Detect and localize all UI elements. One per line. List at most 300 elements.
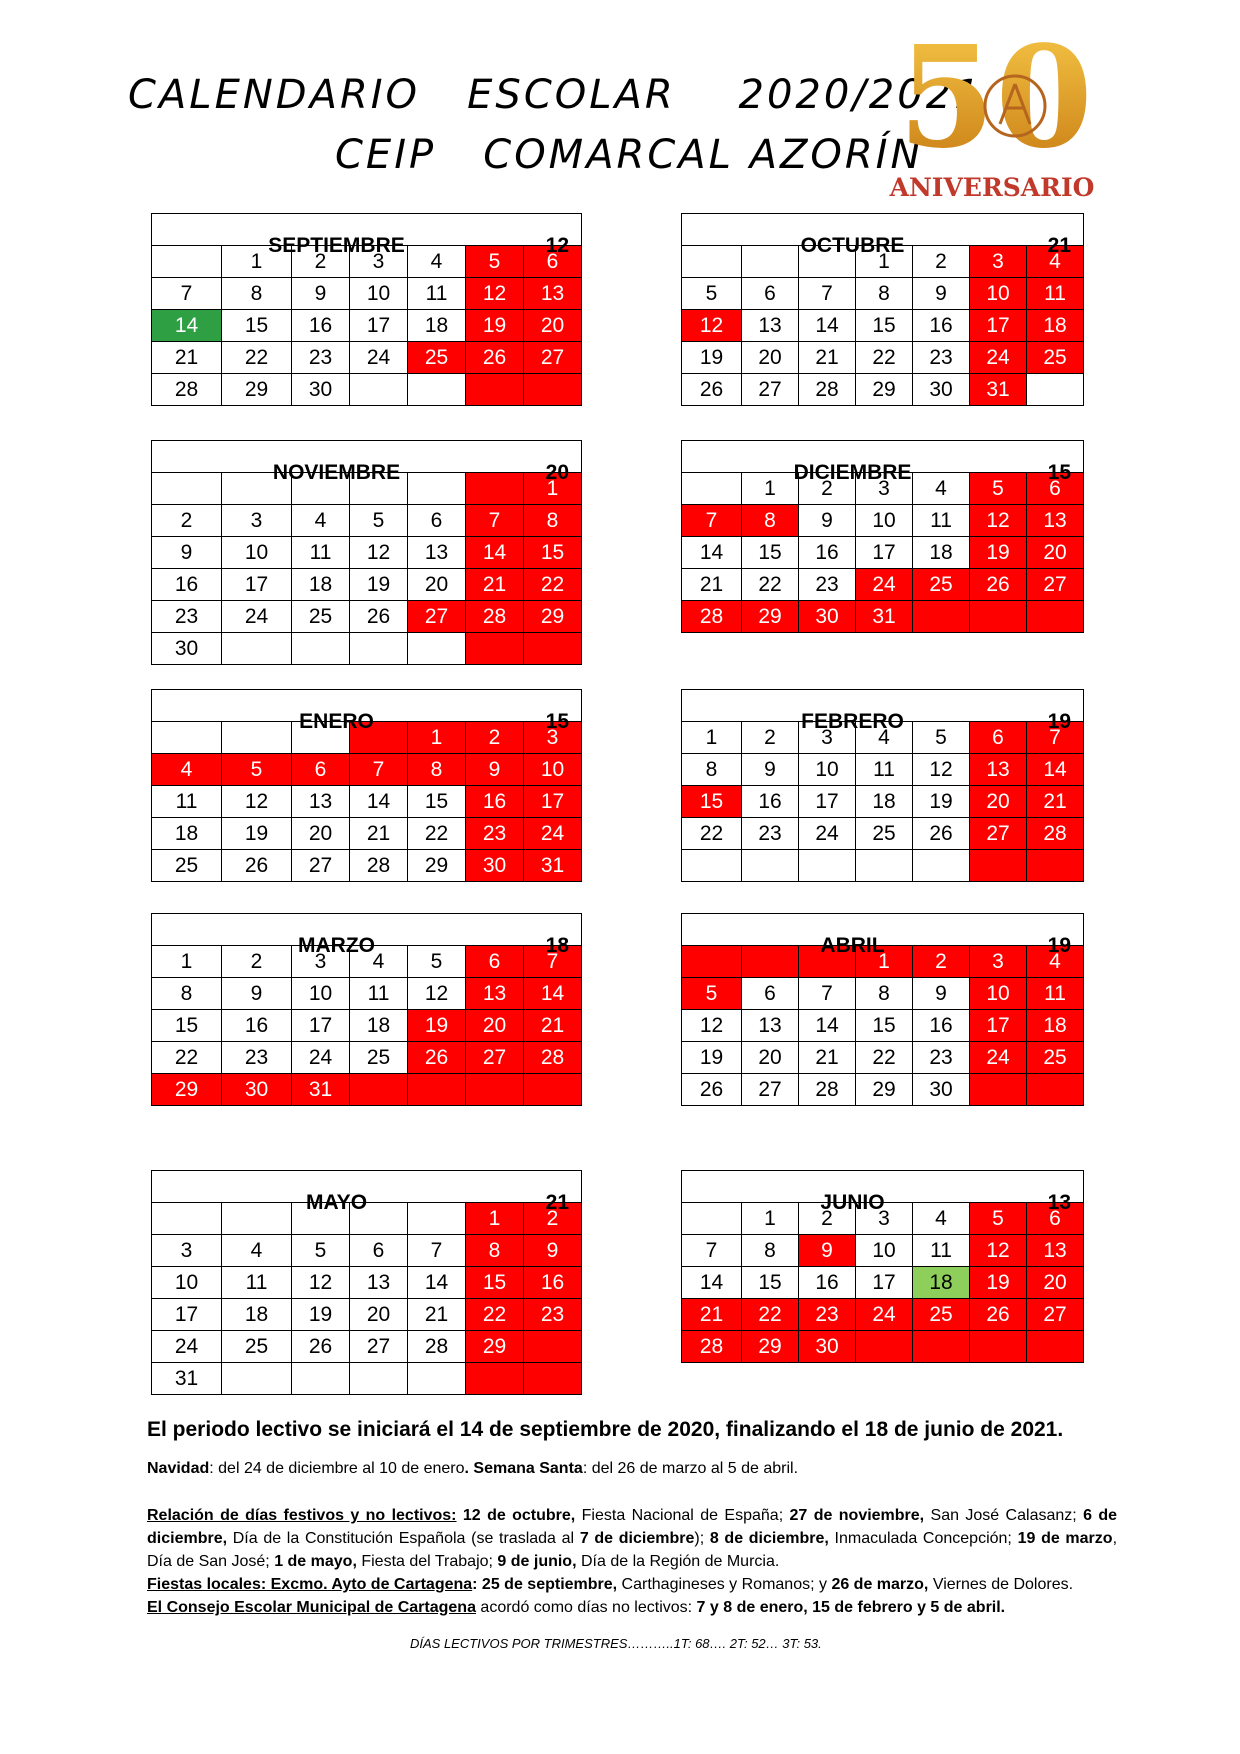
day-cell: 18	[913, 537, 970, 569]
day-cell: 6	[970, 722, 1027, 754]
day-cell: 5	[970, 473, 1027, 505]
day-cell: 5	[682, 978, 742, 1010]
day-cell: 4	[1027, 246, 1084, 278]
week-row	[152, 818, 582, 850]
anniversary-logo	[880, 28, 1105, 206]
day-cell: 1	[152, 946, 222, 978]
month-name: ENERO	[299, 709, 374, 733]
day-cell: 21	[350, 818, 408, 850]
day-cell: 23	[913, 342, 970, 374]
day-cell: 11	[292, 537, 350, 569]
day-cell: 3	[970, 946, 1027, 978]
day-cell: 8	[682, 754, 742, 786]
week-row	[152, 1363, 582, 1395]
month-header	[682, 914, 1084, 957]
day-cell: 10	[350, 278, 408, 310]
day-cell: 22	[408, 818, 466, 850]
holidays-summary: Navidad: del 24 de diciembre al 10 de enero. Semana Santa: del 26 de marzo al 5 de abril.	[147, 1460, 799, 1477]
week-row	[682, 818, 1084, 850]
month-name: DICIEMBRE	[793, 460, 912, 484]
week-row	[682, 978, 1084, 1010]
day-cell: 19	[970, 537, 1027, 569]
month-header	[152, 690, 582, 733]
month-name: JUNIO	[820, 1190, 885, 1214]
day-cell	[799, 850, 856, 882]
day-cell: 1	[466, 1203, 524, 1235]
day-cell: 16	[799, 1267, 856, 1299]
day-cell: 5	[408, 946, 466, 978]
week-row	[152, 601, 582, 633]
day-cell	[524, 1363, 582, 1395]
week-row	[152, 505, 582, 537]
day-cell: 21	[524, 1010, 582, 1042]
day-cell: 23	[799, 569, 856, 601]
day-cell: 30	[152, 633, 222, 665]
day-cell: 11	[350, 978, 408, 1010]
day-cell: 11	[856, 754, 913, 786]
day-cell	[913, 1331, 970, 1363]
day-cell: 28	[799, 374, 856, 406]
school-days-count: 13	[1047, 1190, 1071, 1214]
day-cell: 10	[970, 978, 1027, 1010]
day-cell: 8	[742, 1235, 799, 1267]
day-cell: 31	[856, 601, 913, 633]
day-cell: 22	[742, 1299, 799, 1331]
day-cell: 3	[350, 246, 408, 278]
day-cell: 5	[466, 246, 524, 278]
day-cell: 10	[222, 537, 292, 569]
day-cell: 6	[292, 754, 350, 786]
month-header	[682, 214, 1084, 257]
day-cell: 23	[742, 818, 799, 850]
day-cell: 29	[222, 374, 292, 406]
day-cell: 13	[1027, 505, 1084, 537]
day-cell: 1	[742, 473, 799, 505]
day-cell: 24	[799, 818, 856, 850]
day-cell: 19	[682, 1042, 742, 1074]
day-cell: 23	[152, 601, 222, 633]
day-cell: 8	[408, 754, 466, 786]
day-cell: 7	[682, 1235, 742, 1267]
day-cell: 30	[222, 1074, 292, 1106]
calendar-septiembre	[151, 213, 582, 406]
day-cell: 30	[799, 1331, 856, 1363]
day-cell: 20	[1027, 537, 1084, 569]
day-cell: 20	[742, 342, 799, 374]
day-cell: 30	[913, 374, 970, 406]
day-cell: 14	[408, 1267, 466, 1299]
day-cell: 19	[292, 1299, 350, 1331]
month-header	[682, 441, 1084, 484]
day-cell: 7	[524, 946, 582, 978]
month-name: FEBRERO	[801, 709, 904, 733]
day-cell: 4	[856, 722, 913, 754]
month-header	[682, 690, 1084, 733]
day-cell: 12	[682, 1010, 742, 1042]
school-days-count: 21	[1047, 233, 1071, 257]
day-cell: 1	[856, 246, 913, 278]
day-cell	[408, 1363, 466, 1395]
day-cell: 22	[524, 569, 582, 601]
day-cell: 26	[970, 1299, 1027, 1331]
day-cell: 9	[152, 537, 222, 569]
month-name: OCTUBRE	[800, 233, 905, 257]
school-days-count: 19	[1047, 933, 1071, 957]
month-header	[152, 214, 582, 257]
day-cell: 20	[466, 1010, 524, 1042]
day-cell: 29	[466, 1331, 524, 1363]
day-cell	[970, 1074, 1027, 1106]
day-cell: 5	[970, 1203, 1027, 1235]
day-cell: 9	[524, 1235, 582, 1267]
day-cell: 13	[292, 786, 350, 818]
day-cell: 18	[1027, 310, 1084, 342]
day-cell: 1	[524, 473, 582, 505]
day-cell	[466, 633, 524, 665]
day-cell: 13	[408, 537, 466, 569]
day-cell: 11	[913, 505, 970, 537]
day-cell: 7	[799, 278, 856, 310]
day-cell: 18	[350, 1010, 408, 1042]
day-cell	[1027, 1331, 1084, 1363]
navidad-label: Navidad	[147, 1460, 210, 1477]
calendar-diciembre	[681, 440, 1084, 633]
day-cell: 25	[350, 1042, 408, 1074]
day-cell	[466, 1363, 524, 1395]
week-row	[682, 754, 1084, 786]
day-cell: 3	[856, 473, 913, 505]
day-cell: 9	[292, 278, 350, 310]
day-cell: 17	[152, 1299, 222, 1331]
day-cell: 26	[970, 569, 1027, 601]
day-cell: 14	[466, 537, 524, 569]
day-cell: 1	[222, 246, 292, 278]
day-cell: 17	[799, 786, 856, 818]
day-cell: 6	[350, 1235, 408, 1267]
week-row	[682, 569, 1084, 601]
day-cell: 2	[524, 1203, 582, 1235]
school-days-count: 19	[1047, 709, 1071, 733]
day-cell: 20	[350, 1299, 408, 1331]
day-cell: 30	[466, 850, 524, 882]
week-row	[152, 1010, 582, 1042]
day-cell: 11	[152, 786, 222, 818]
week-row	[682, 342, 1084, 374]
day-cell: 29	[742, 1331, 799, 1363]
week-row	[682, 505, 1084, 537]
day-cell: 18	[408, 310, 466, 342]
day-cell: 10	[970, 278, 1027, 310]
day-cell	[970, 850, 1027, 882]
day-cell: 23	[222, 1042, 292, 1074]
day-cell: 19	[466, 310, 524, 342]
calendar-junio	[681, 1170, 1084, 1363]
day-cell: 8	[222, 278, 292, 310]
day-cell	[350, 1074, 408, 1106]
day-cell: 18	[152, 818, 222, 850]
day-cell: 25	[856, 818, 913, 850]
day-cell: 7	[408, 1235, 466, 1267]
day-cell	[350, 374, 408, 406]
day-cell: 4	[222, 1235, 292, 1267]
day-cell: 24	[524, 818, 582, 850]
day-cell	[408, 374, 466, 406]
day-cell: 29	[742, 601, 799, 633]
day-cell: 17	[856, 1267, 913, 1299]
day-cell: 20	[970, 786, 1027, 818]
day-cell	[292, 1363, 350, 1395]
day-cell: 18	[1027, 1010, 1084, 1042]
day-cell: 4	[913, 1203, 970, 1235]
day-cell: 3	[799, 722, 856, 754]
day-cell: 2	[292, 246, 350, 278]
day-cell: 20	[408, 569, 466, 601]
day-cell: 10	[292, 978, 350, 1010]
day-cell: 8	[742, 505, 799, 537]
day-cell: 2	[799, 473, 856, 505]
day-cell	[856, 850, 913, 882]
school-days-count: 12	[545, 233, 569, 257]
day-cell: 12	[408, 978, 466, 1010]
month-name: MAYO	[305, 1190, 368, 1214]
day-cell: 23	[799, 1299, 856, 1331]
day-cell: 28	[1027, 818, 1084, 850]
week-row	[152, 374, 582, 406]
day-cell: 1	[682, 722, 742, 754]
day-cell: 21	[408, 1299, 466, 1331]
day-cell: 29	[856, 374, 913, 406]
day-cell: 6	[408, 505, 466, 537]
day-cell: 28	[350, 850, 408, 882]
day-cell: 6	[742, 978, 799, 1010]
day-cell: 5	[350, 505, 408, 537]
day-cell: 27	[292, 850, 350, 882]
week-row	[152, 1074, 582, 1106]
day-cell: 10	[524, 754, 582, 786]
school-days-count: 20	[545, 460, 569, 484]
day-cell: 26	[682, 1074, 742, 1106]
day-cell: 15	[742, 1267, 799, 1299]
day-cell: 2	[222, 946, 292, 978]
day-cell: 25	[913, 1299, 970, 1331]
day-cell: 28	[682, 601, 742, 633]
day-cell: 13	[742, 310, 799, 342]
festivos-label: Relación de días festivos y no lectivos:	[147, 1507, 457, 1524]
semana-santa-label: . Semana Santa	[464, 1460, 583, 1477]
day-cell: 2	[913, 946, 970, 978]
calendar-abril	[681, 913, 1084, 1106]
day-cell: 27	[466, 1042, 524, 1074]
day-cell: 16	[799, 537, 856, 569]
day-cell: 28	[466, 601, 524, 633]
day-cell: 6	[1027, 1203, 1084, 1235]
day-cell: 4	[408, 246, 466, 278]
locales-label: Fiestas locales: Excmo. Ayto de Cartagena	[147, 1576, 473, 1593]
day-cell: 15	[466, 1267, 524, 1299]
day-cell: 16	[152, 569, 222, 601]
day-cell	[350, 1363, 408, 1395]
week-row	[682, 1267, 1084, 1299]
day-cell: 15	[856, 1010, 913, 1042]
month-name: SEPTIEMBRE	[268, 233, 405, 257]
day-cell: 18	[856, 786, 913, 818]
day-cell: 23	[466, 818, 524, 850]
day-cell: 28	[682, 1331, 742, 1363]
day-cell	[408, 633, 466, 665]
day-cell: 21	[466, 569, 524, 601]
day-cell: 13	[742, 1010, 799, 1042]
day-cell: 18	[292, 569, 350, 601]
day-cell: 20	[292, 818, 350, 850]
day-cell: 11	[408, 278, 466, 310]
day-cell	[913, 601, 970, 633]
week-row	[152, 1267, 582, 1299]
day-cell: 5	[222, 754, 292, 786]
day-cell: 10	[152, 1267, 222, 1299]
day-cell: 28	[799, 1074, 856, 1106]
logo-number: 50	[898, 28, 1093, 180]
day-cell: 24	[222, 601, 292, 633]
week-row	[152, 1299, 582, 1331]
school-days-count: 15	[1047, 460, 1071, 484]
month-header	[152, 441, 582, 484]
day-cell: 21	[152, 342, 222, 374]
day-cell	[970, 601, 1027, 633]
week-row	[682, 601, 1084, 633]
week-row	[682, 850, 1084, 882]
day-cell: 23	[913, 1042, 970, 1074]
day-cell: 15	[742, 537, 799, 569]
day-cell: 9	[466, 754, 524, 786]
day-cell: 22	[466, 1299, 524, 1331]
title-line-1: CALENDARIO ESCOLAR 2020/2021	[128, 72, 983, 118]
day-cell: 14	[524, 978, 582, 1010]
day-cell: 2	[799, 1203, 856, 1235]
day-cell: 4	[152, 754, 222, 786]
day-cell: 4	[292, 505, 350, 537]
day-cell: 21	[1027, 786, 1084, 818]
day-cell: 5	[292, 1235, 350, 1267]
day-cell: 26	[466, 342, 524, 374]
day-cell: 22	[856, 342, 913, 374]
day-cell: 24	[292, 1042, 350, 1074]
week-row	[152, 754, 582, 786]
day-cell: 8	[524, 505, 582, 537]
day-cell: 27	[742, 374, 799, 406]
day-cell: 11	[913, 1235, 970, 1267]
day-cell: 15	[222, 310, 292, 342]
day-cell: 12	[913, 754, 970, 786]
consejo-label: El Consejo Escolar Municipal de Cartagena	[147, 1599, 476, 1616]
day-cell: 1	[742, 1203, 799, 1235]
day-cell: 31	[970, 374, 1027, 406]
day-cell: 7	[152, 278, 222, 310]
day-cell: 19	[682, 342, 742, 374]
day-cell: 5	[913, 722, 970, 754]
day-cell: 11	[1027, 978, 1084, 1010]
day-cell: 12	[466, 278, 524, 310]
month-header	[152, 1171, 582, 1214]
day-cell: 13	[350, 1267, 408, 1299]
day-cell: 11	[1027, 278, 1084, 310]
day-cell: 16	[466, 786, 524, 818]
day-cell: 22	[222, 342, 292, 374]
day-cell: 28	[152, 374, 222, 406]
day-cell: 18	[913, 1267, 970, 1299]
day-cell: 18	[222, 1299, 292, 1331]
day-cell: 23	[292, 342, 350, 374]
day-cell: 22	[152, 1042, 222, 1074]
day-cell: 9	[799, 505, 856, 537]
day-cell	[1027, 850, 1084, 882]
day-cell: 24	[350, 342, 408, 374]
day-cell: 27	[524, 342, 582, 374]
month-header	[152, 914, 582, 957]
week-row	[682, 1074, 1084, 1106]
day-cell: 24	[970, 1042, 1027, 1074]
day-cell: 17	[970, 1010, 1027, 1042]
day-cell: 27	[742, 1074, 799, 1106]
day-cell: 24	[856, 569, 913, 601]
week-row	[152, 310, 582, 342]
day-cell: 3	[292, 946, 350, 978]
month-name: ABRIL	[820, 933, 885, 957]
day-cell: 9	[742, 754, 799, 786]
day-cell: 25	[222, 1331, 292, 1363]
day-cell: 25	[1027, 342, 1084, 374]
day-cell	[1027, 1074, 1084, 1106]
day-cell: 13	[524, 278, 582, 310]
day-cell: 2	[152, 505, 222, 537]
day-cell: 29	[408, 850, 466, 882]
day-cell: 28	[408, 1331, 466, 1363]
month-name: NOVIEMBRE	[272, 460, 401, 484]
day-cell	[222, 633, 292, 665]
day-cell: 6	[742, 278, 799, 310]
day-cell: 4	[913, 473, 970, 505]
day-cell: 31	[292, 1074, 350, 1106]
day-cell	[524, 374, 582, 406]
day-cell: 6	[524, 246, 582, 278]
day-cell: 19	[970, 1267, 1027, 1299]
day-cell: 14	[799, 310, 856, 342]
day-cell: 25	[408, 342, 466, 374]
week-row	[152, 633, 582, 665]
day-cell: 31	[524, 850, 582, 882]
day-cell: 24	[970, 342, 1027, 374]
week-row	[682, 310, 1084, 342]
day-cell: 12	[222, 786, 292, 818]
school-days-count: 21	[545, 1190, 569, 1214]
day-cell: 27	[350, 1331, 408, 1363]
day-cell: 20	[742, 1042, 799, 1074]
day-cell: 3	[856, 1203, 913, 1235]
day-cell	[1027, 601, 1084, 633]
day-cell: 1	[408, 722, 466, 754]
week-row	[152, 1235, 582, 1267]
day-cell	[524, 633, 582, 665]
day-cell: 7	[350, 754, 408, 786]
day-cell: 27	[1027, 1299, 1084, 1331]
day-cell: 25	[913, 569, 970, 601]
calendar-mayo	[151, 1170, 582, 1395]
day-cell: 21	[799, 1042, 856, 1074]
day-cell: 15	[682, 786, 742, 818]
week-row	[152, 1331, 582, 1363]
day-cell: 4	[350, 946, 408, 978]
day-cell: 2	[913, 246, 970, 278]
week-row	[152, 786, 582, 818]
